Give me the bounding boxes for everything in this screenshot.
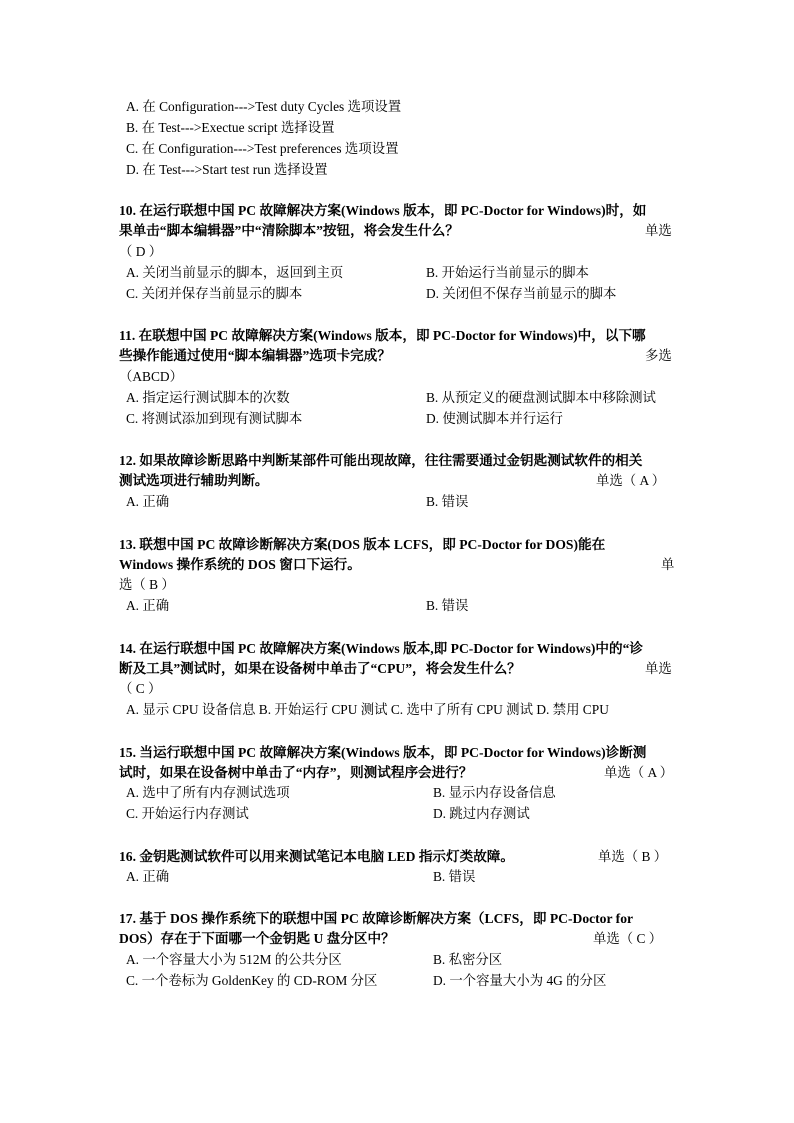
question-text-line: 16. 金钥匙测试软件可以用来测试笔记本电脑 LED 指示灯类故障。 (119, 849, 514, 864)
answer-text-line: 单选（ B ） (598, 849, 668, 864)
question-text-line: 15. 当运行联想中国 PC 故障解决方案(Windows 版本，即 PC-Doctor for Windows)诊断测 (119, 745, 647, 760)
answer-text-line: 单选 (645, 223, 672, 238)
answer-text-line: D. 跳过内存测试 (433, 806, 530, 821)
question-text-line: 12. 如果故障诊断思路中判断某部件可能出现故障，往往需要通过金钥匙测试软件的相关 (119, 453, 643, 468)
question-text-line: 果单击“脚本编辑器”中“清除脚本”按钮，将会发生什么？ (119, 223, 459, 238)
answer-text-line: 选（ B ） (119, 577, 175, 592)
answer-text-line: A. 显示 CPU 设备信息 B. 开始运行 CPU 测试 C. 选中了所有 CPU 测试 D. 禁用 CPU (126, 702, 609, 717)
answer-text-line: C. 将测试添加到现有测试脚本 (126, 411, 303, 426)
answer-text-line: A. 一个容量大小为 512M 的公共分区 (126, 952, 342, 967)
answer-text-line: （ D ） (119, 244, 163, 259)
question-text-line: 13. 联想中国 PC 故障诊断解决方案(DOS 版本 LCFS，即 PC-Doctor for DOS)能在 (119, 537, 606, 552)
answer-text-line: B. 错误 (433, 869, 476, 884)
question-text-line: 测试选项进行辅助判断。 (119, 473, 269, 488)
answer-text-line: 单选 (645, 661, 672, 676)
question-text-line: Windows 操作系统的 DOS 窗口下运行。 (119, 557, 361, 572)
answer-text-line: B. 从预定义的硬盘测试脚本中移除测试 (426, 390, 656, 405)
answer-text-line: 单 (661, 557, 675, 572)
answer-text-line: C. 关闭并保存当前显示的脚本 (126, 286, 303, 301)
answer-text-line: D. 关闭但不保存当前显示的脚本 (426, 286, 617, 301)
answer-text-line: A. 正确 (126, 869, 170, 884)
answer-text-line: C. 在 Configuration--->Test preferences 选项设置 (126, 141, 399, 156)
question-text-line: DOS）存在于下面哪一个金钥匙 U 盘分区中？ (119, 931, 395, 946)
question-text-line: 14. 在运行联想中国 PC 故障解决方案(Windows 版本,即 PC-Doctor for Windows)中的“诊 (119, 641, 644, 656)
answer-text-line: B. 开始运行当前显示的脚本 (426, 265, 589, 280)
question-text-line: 17. 基于 DOS 操作系统下的联想中国 PC 故障诊断解决方案（LCFS，即 PC-Doctor for (119, 911, 634, 926)
question-text-line: 断及工具”测试时，如果在设备树中单击了“CPU”，将会发生什么？ (119, 661, 521, 676)
answer-text-line: （ C ） (119, 681, 162, 696)
answer-text-line: B. 私密分区 (433, 952, 503, 967)
answer-text-line: D. 在 Test--->Start test run 选择设置 (126, 162, 328, 177)
answer-text-line: A. 指定运行测试脚本的次数 (126, 390, 290, 405)
answer-text-line: 多选 (645, 348, 672, 363)
question-text-line: 10. 在运行联想中国 PC 故障解决方案(Windows 版本，即 PC-Doctor for Windows)时，如 (119, 203, 647, 218)
question-text-line: 试时，如果在设备树中单击了“内存”，则测试程序会进行？ (119, 765, 473, 780)
answer-text-line: D. 一个容量大小为 4G 的分区 (433, 973, 607, 988)
answer-text-line: B. 错误 (426, 598, 469, 613)
question-text-line: 些操作能通过使用“脚本编辑器”选项卡完成？ (119, 348, 391, 363)
answer-text-line: B. 在 Test--->Exectue script 选择设置 (126, 120, 335, 135)
answer-text-line: A. 正确 (126, 494, 170, 509)
answer-text-line: 单选（ C ） (593, 931, 663, 946)
answer-text-line: A. 选中了所有内存测试选项 (126, 785, 290, 800)
answer-text-line: A. 在 Configuration--->Test duty Cycles 选项设置 (126, 99, 402, 114)
answer-text-line: D. 使测试脚本并行运行 (426, 411, 563, 426)
answer-text-line: C. 开始运行内存测试 (126, 806, 249, 821)
answer-text-line: A. 关闭当前显示的脚本，返回到主页 (126, 265, 344, 280)
answer-text-line: B. 错误 (426, 494, 469, 509)
answer-text-line: （ABCD） (119, 369, 183, 384)
question-text-line: 11. 在联想中国 PC 故障解决方案(Windows 版本，即 PC-Doctor for Windows)中，以下哪 (119, 328, 646, 343)
answer-text-line: C. 一个卷标为 GoldenKey 的 CD-ROM 分区 (126, 973, 378, 988)
answer-text-line: B. 显示内存设备信息 (433, 785, 556, 800)
answer-text-line: 单选（ A ） (604, 765, 674, 780)
answer-text-line: A. 正确 (126, 598, 170, 613)
answer-text-line: 单选（ A ） (596, 473, 666, 488)
